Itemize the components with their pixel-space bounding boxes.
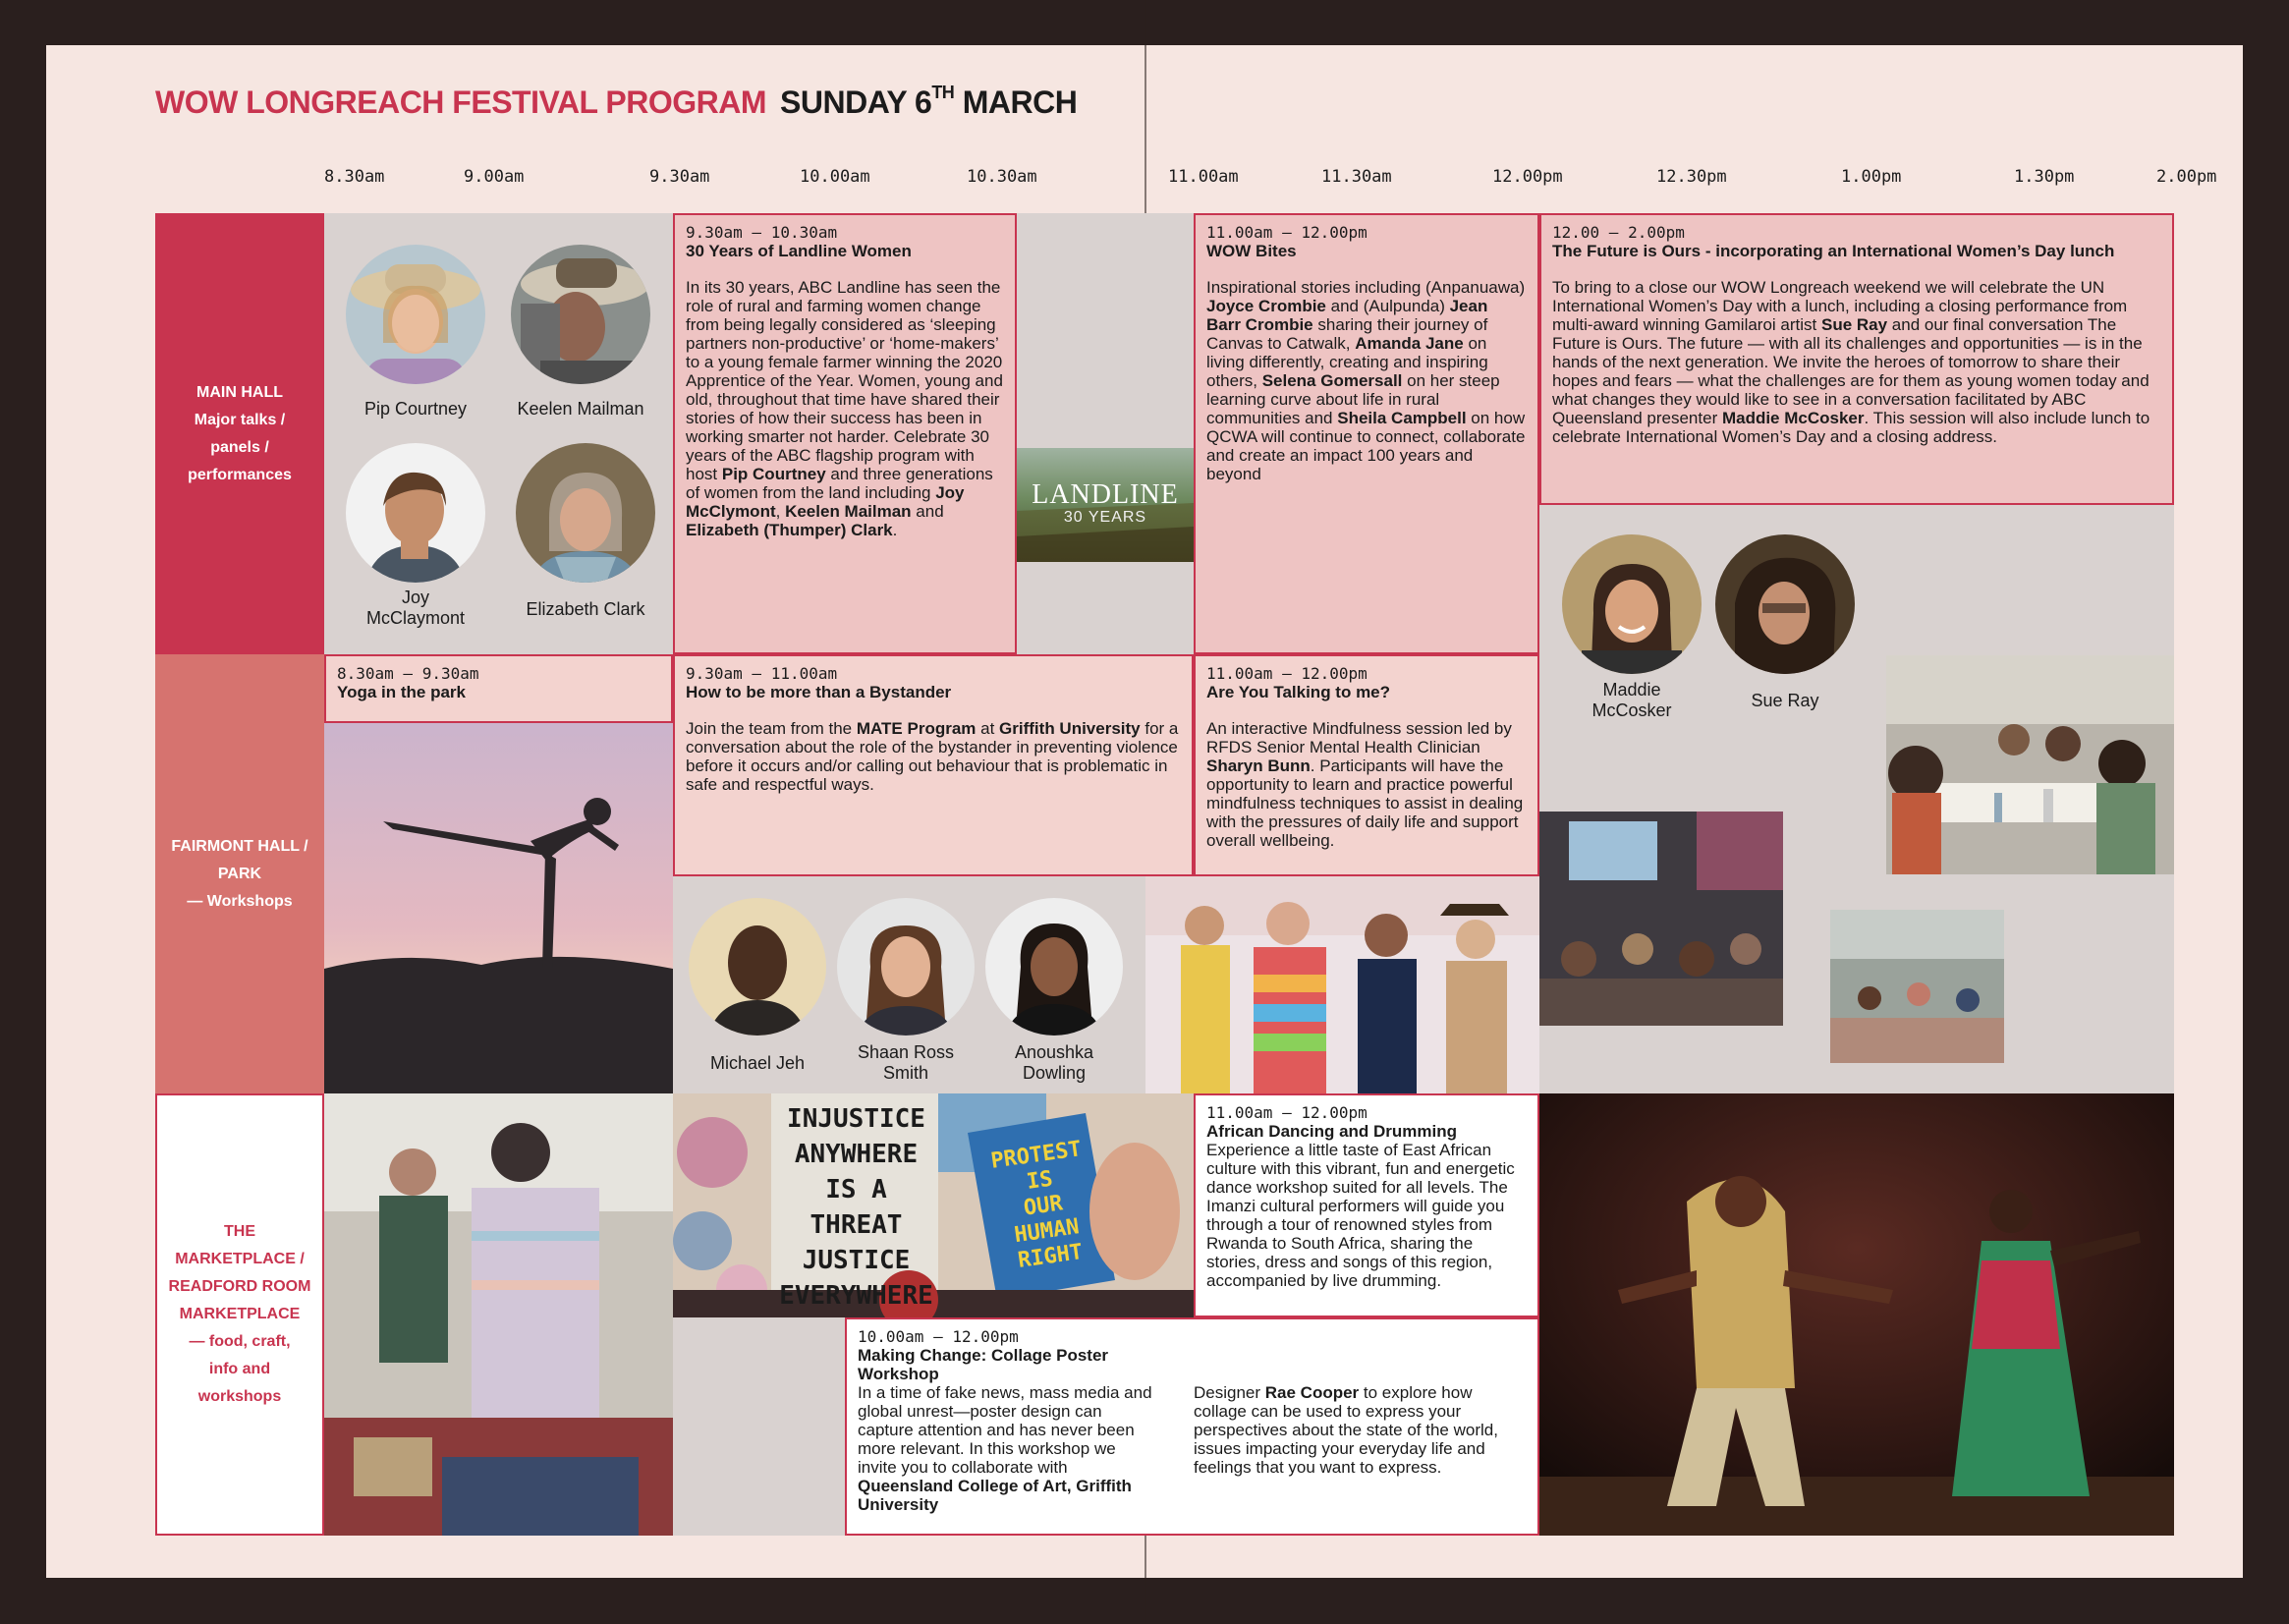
- time-label: 8.30am: [324, 167, 385, 187]
- event-description: In its 30 years, ABC Landline has seen the role of rural and farming women change from being legally considered as ‘sleeping partners non-productive’ or ‘home-makers’ to a young female farmer winning the 2020 Apprentice of the Year. Women, young and old, throughout that time have shared their stories of how their success has been in working smarter not harder. Celebrate 30 years of the ABC flagship program with host Pip Courtney and three generations of women from the land including Joy McClymont, Keelen Mailman and Elizabeth (Thumper) Clark.: [686, 278, 1003, 539]
- event-are-you-talking-to-me[interactable]: [1194, 654, 1539, 876]
- row-label-main-hall: [155, 213, 324, 654]
- protest-line: IS: [1025, 1166, 1055, 1195]
- event-time: 11.00am — 12.00pm: [1206, 223, 1368, 242]
- event-time: 11.00am — 12.00pm: [1206, 1103, 1368, 1122]
- landline-image-panel: [1017, 213, 1194, 654]
- bold-name: Amanda Jane: [1355, 334, 1464, 353]
- speaker-name-line: Anoushka: [1014, 1042, 1094, 1062]
- event-time: 10.00am — 12.00pm: [858, 1327, 1019, 1346]
- event-title: How to be more than a Bystander: [686, 683, 952, 701]
- bold-name: Maddie McCosker: [1721, 409, 1865, 427]
- speaker-name: Keelen Mailman: [517, 399, 644, 419]
- event-time: 9.30am — 11.00am: [686, 664, 838, 683]
- landline-logo-sub: 30 YEARS: [1063, 509, 1147, 526]
- row-label-line: — food, craft,: [189, 1333, 291, 1350]
- time-label: 10.30am: [967, 167, 1037, 187]
- page-title: [155, 84, 1077, 121]
- row-label-line: FAIRMONT HALL /: [171, 837, 308, 855]
- time-label: 2.00pm: [2156, 167, 2217, 187]
- row-label-line: panels /: [210, 438, 269, 456]
- speaker-name-line: McCosker: [1591, 700, 1672, 720]
- row-label-fairmont: [155, 654, 324, 1093]
- bold-name: Elizabeth (Thumper) Clark: [686, 521, 893, 539]
- event-description: Inspirational stories including (Anpanuawa) Joyce Crombie and (Aulpunda) Jean Barr Crombie sharing their journey of Canvas to Catwalk, Amanda Jane on living differently, creating and inspiring others, Selena Gomersall on her steep learning curve about life in rural communities and Sheila Campbell on how QCWA will continue to connect, collaborate and create an impact 100 years and beyond: [1206, 278, 1526, 483]
- row-label-line: MARKETPLACE /: [175, 1251, 305, 1267]
- speaker-name-line: McClaymont: [365, 608, 466, 628]
- collage-text: [775, 1101, 937, 1314]
- row-label-line: — Workshops: [187, 892, 293, 910]
- hall-photo: [1830, 910, 2004, 1063]
- protest-line: OUR: [1022, 1191, 1065, 1221]
- collage-line: JUSTICE: [802, 1246, 911, 1275]
- time-label: 11.00am: [1168, 167, 1239, 187]
- time-label: 11.30am: [1321, 167, 1392, 187]
- michael-jeh-avatar: [689, 898, 826, 1036]
- bold-name: Griffith University: [999, 719, 1141, 738]
- bold-name: Queensland College of Art, Griffith University: [858, 1477, 1132, 1514]
- collage-right-column: Designer Rae Cooper to explore how collage can be used to express your perspectives about the state of the world, issues impacting your everyday life and feelings that you want to express.: [1194, 1383, 1498, 1477]
- row-label-line: info and: [208, 1361, 271, 1377]
- landline-logo-text: LANDLINE: [1032, 479, 1179, 510]
- bold-name: Rae Cooper: [1264, 1383, 1360, 1402]
- event-time: 12.00 — 2.00pm: [1552, 223, 1685, 242]
- speaker-name-line: Smith: [882, 1063, 928, 1083]
- row-label-line: PARK: [217, 865, 262, 882]
- row-label-line: READFORD ROOM: [168, 1278, 311, 1295]
- landline-30-years-image: [1017, 448, 1194, 562]
- festival-title: WOW LONGREACH FESTIVAL PROGRAM: [155, 84, 767, 120]
- sue-ray-avatar: [1715, 534, 1855, 674]
- speaker-name: Elizabeth Clark: [526, 599, 645, 619]
- event-title: Yoga in the park: [337, 683, 466, 701]
- event-description: Experience a little taste of East African culture with this vibrant, fun and energetic dance workshop suited for all levels. The Imanzi cultural performers will guide you through a tour of renowned styles from Rwanda to South Africa, sharing the stories, dress and songs of this region, accompanied by live drumming.: [1206, 1141, 1515, 1290]
- event-description: Join the team from the MATE Program at Griffith University for a conversation about the role of the bystander in preventing violence before it occurs and/or calling out behaviour that is problematic in safe and respectful ways.: [686, 719, 1179, 794]
- time-label: 1.00pm: [1841, 167, 1902, 187]
- time-label: 9.00am: [464, 167, 525, 187]
- pip-courtney-avatar: [346, 245, 485, 384]
- event-description: In a time of fake news, mass media and global unrest—poster design can capture attention and has never been more relevant. In this workshop we invite you to collaborate with Queensland College of Art, Griffith University: [858, 1383, 1152, 1514]
- event-title: WOW Bites: [1206, 242, 1297, 260]
- bold-name: Jean Barr Crombie: [1206, 297, 1488, 334]
- protest-line: PROTEST: [989, 1137, 1084, 1174]
- collage-gap-panel: [673, 1317, 845, 1536]
- collage-line: INJUSTICE: [787, 1104, 925, 1134]
- collage-left-column: [858, 1327, 1152, 1514]
- event-african-dancing[interactable]: [1194, 1093, 1539, 1317]
- bold-name: Selena Gomersall: [1261, 371, 1403, 390]
- bold-name: Sharyn Bunn: [1206, 756, 1311, 775]
- time-label: 1.30pm: [2014, 167, 2075, 187]
- anoushka-dowling-avatar: [985, 898, 1123, 1036]
- event-description: To bring to a close our WOW Longreach weekend we will celebrate the UN International Women’s Day with a lunch, including a closing performance from multi-award winning Gamilaroi artist Sue Ray and our final conversation The Future is Ours. The future — with all its challenges and opportunities — is in the hands of the next generation. We invite the heroes of tomorrow to share their hopes and fears — what the challenges are for them as young women today and what changes they would like to see in a conversation facilitated by ABC Queensland presenter Maddie McCosker. This session will also include lunch to celebrate International Women’s Day and a closing address.: [1552, 278, 2150, 446]
- bold-name: Joy McClymont: [686, 483, 965, 521]
- event-title: African Dancing and Drumming: [1206, 1122, 1458, 1141]
- bold-name: Pip Courtney: [721, 465, 826, 483]
- joy-mcclaymont-avatar: [346, 443, 485, 583]
- day-suffix: MARCH: [954, 84, 1078, 120]
- event-time: 9.30am — 10.30am: [686, 223, 838, 242]
- protest-sign-text: [980, 1136, 1105, 1277]
- african-dance-photo: [1539, 1093, 2174, 1536]
- workshop-photo: [1539, 812, 1783, 1026]
- speaker-name-line: Maddie: [1602, 680, 1661, 700]
- bold-name: MATE Program: [856, 719, 977, 738]
- lunch-photo: [1886, 655, 2174, 874]
- row-label-line: workshops: [197, 1388, 282, 1405]
- speaker-name-line: Dowling: [1022, 1063, 1087, 1083]
- speaker-name: Sue Ray: [1751, 691, 1819, 710]
- row-label-line: THE: [223, 1223, 255, 1240]
- speaker-name: [366, 588, 465, 629]
- day-prefix: SUNDAY 6: [780, 84, 932, 120]
- event-description: An interactive Mindfulness session led by RFDS Senior Mental Health Clinician Sharyn Bunn. Participants will have the opportunity to learn and practice powerful mindfulness techniques to assist in dealing with the pressures of daily life and support overall wellbeing.: [1206, 719, 1524, 850]
- event-time: 8.30am — 9.30am: [337, 664, 479, 683]
- event-title: The Future is Ours - incorporating an International Women’s Day lunch: [1552, 242, 2115, 260]
- row-label-line: MAIN HALL: [196, 383, 283, 401]
- speaker-name: Pip Courtney: [363, 399, 468, 419]
- event-title: 30 Years of Landline Women: [686, 242, 912, 260]
- bold-name: Sheila Campbell: [1337, 409, 1467, 427]
- protest-line: HUMAN: [1013, 1214, 1082, 1249]
- event-future-is-ours[interactable]: [1539, 213, 2174, 505]
- speaker-name: Michael Jeh: [709, 1053, 806, 1073]
- speaker-name: [858, 1042, 954, 1084]
- day-sup: TH: [931, 83, 955, 102]
- bold-name: Joyce Crombie: [1206, 297, 1326, 315]
- time-label: 12.30pm: [1656, 167, 1727, 187]
- event-time: 11.00am — 12.00pm: [1206, 664, 1368, 683]
- speaker-name-line: Joy: [401, 588, 429, 607]
- event-wow-bites[interactable]: [1194, 213, 1539, 654]
- row-label-line: Major talks /: [194, 411, 286, 428]
- craft-market-photo: [324, 1093, 673, 1536]
- time-label: 9.30am: [649, 167, 710, 187]
- collage-line: IS A THREAT: [810, 1175, 903, 1240]
- speaker-name-line: Shaan Ross: [857, 1042, 955, 1062]
- event-title: Are You Talking to me?: [1206, 683, 1391, 701]
- time-label: 12.00pm: [1492, 167, 1563, 187]
- bold-name: Sue Ray: [1820, 315, 1888, 334]
- bold-name: Keelen Mailman: [785, 502, 912, 521]
- speaker-name: [1015, 1042, 1093, 1084]
- keelen-mailman-avatar: [511, 245, 650, 384]
- women-group-photo: [1145, 876, 1539, 1093]
- event-title: Making Change: Collage Poster Workshop: [858, 1346, 1109, 1383]
- time-label: 10.00am: [800, 167, 870, 187]
- row-label-line: MARKETPLACE: [179, 1306, 301, 1322]
- event-yoga[interactable]: [324, 654, 673, 723]
- yoga-silhouette-photo: [324, 723, 673, 1093]
- event-collage-workshop[interactable]: [845, 1317, 1539, 1536]
- protest-collage-image: [673, 1093, 1194, 1317]
- speaker-name: [1591, 680, 1671, 721]
- row-label-line: performances: [188, 466, 292, 483]
- collage-line: EVERYWHERE: [779, 1281, 933, 1311]
- elizabeth-clark-avatar: [516, 443, 655, 583]
- row-label-marketplace: [155, 1093, 324, 1536]
- event-bystander[interactable]: [673, 654, 1194, 876]
- maddie-mccosker-avatar: [1562, 534, 1702, 674]
- shaan-ross-smith-avatar: [837, 898, 975, 1036]
- event-landline-women[interactable]: [673, 213, 1017, 654]
- collage-line: ANYWHERE: [794, 1140, 919, 1169]
- protest-line: RIGHT: [1016, 1240, 1085, 1273]
